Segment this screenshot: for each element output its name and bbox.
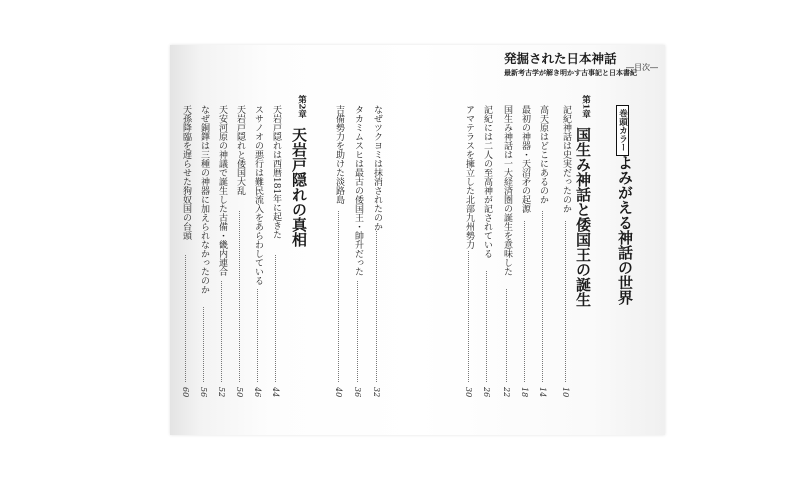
page-number: 50 [235, 387, 244, 398]
page-number: 26 [482, 387, 491, 398]
page-number: 46 [253, 387, 262, 398]
leader-dots [524, 221, 525, 382]
book-subtitle: 最新考古学が解き明かす古事記と日本書紀 [504, 68, 637, 77]
entry-title: 記紀には二人の至高神が記されている [482, 105, 492, 258]
entry-title: 吉備勢力を助けた淡路島 [334, 105, 344, 204]
chapter2-number: 第2章 [296, 95, 307, 118]
leader-dots [357, 281, 358, 382]
entry-title: なぜ銅鐸は三種の神器に加えられなかったのか [199, 105, 209, 294]
leader-dots [542, 211, 543, 382]
page-number: 30 [464, 387, 473, 398]
page-number: 18 [520, 387, 529, 398]
page-number: 52 [217, 387, 226, 398]
leader-dots [239, 211, 240, 382]
toc-label: ―目次― [626, 63, 658, 72]
book-title: 発掘された日本神話 [504, 51, 617, 66]
leader-dots [275, 255, 276, 382]
chapter2-title: 天岩戸隠れの真相 [290, 127, 308, 247]
entry-title: 天安河原の神議で誕生した古備・畿内連合 [217, 105, 227, 276]
leader-dots [506, 289, 507, 382]
chapter1-title: 国生み神話と倭国王の誕生 [574, 127, 592, 307]
page-number: 32 [372, 387, 381, 398]
page-number: 40 [334, 387, 343, 398]
leader-dots [185, 255, 186, 382]
book-page [170, 45, 665, 435]
leader-dots [565, 221, 566, 382]
leader-dots [486, 271, 487, 382]
color-section-badge: 巻頭カラー [616, 105, 629, 156]
leader-dots [376, 231, 377, 382]
entry-title: 高天原はどこにあるのか [538, 105, 548, 204]
entry-title: 国生み神話は一大経済圏の誕生を意味した [502, 105, 512, 276]
chapter1-number: 第1章 [580, 95, 591, 118]
leader-dots [221, 281, 222, 382]
entry-title: アマテラスを擁立した北部九州勢力 [464, 105, 474, 249]
entry-title: 天岩戸隠れは西暦181年に起きた [271, 105, 281, 240]
leader-dots [338, 211, 339, 382]
leader-dots [468, 251, 469, 382]
page-number: 10 [561, 387, 570, 398]
page-number: 22 [502, 387, 511, 398]
entry-title: タカミムスヒは最古の倭国王・帥升だった [353, 105, 363, 276]
page-number: 44 [271, 387, 280, 398]
entry-title: 最初の神器・天沼矛の起源 [520, 105, 530, 213]
entry-title: スサノオの悪行は難民流入をあらわしている [253, 105, 263, 285]
entry-title: なぜツクヨミは抹消されたのか [372, 105, 382, 231]
intro-title: よみがえる神話の世界 [616, 155, 634, 305]
entry-title: 記紀神話は史実だったのか [561, 105, 571, 213]
leader-dots [257, 289, 258, 382]
entry-title: 天岩戸隠れと倭国大乱 [235, 105, 245, 195]
entry-title: 天孫降臨を遅らせた狗奴国の台頭 [181, 105, 191, 240]
leader-dots [203, 307, 204, 382]
page-number: 36 [353, 387, 362, 398]
page-number: 60 [181, 387, 190, 398]
page-number: 56 [199, 387, 208, 398]
page-number: 14 [538, 387, 547, 398]
